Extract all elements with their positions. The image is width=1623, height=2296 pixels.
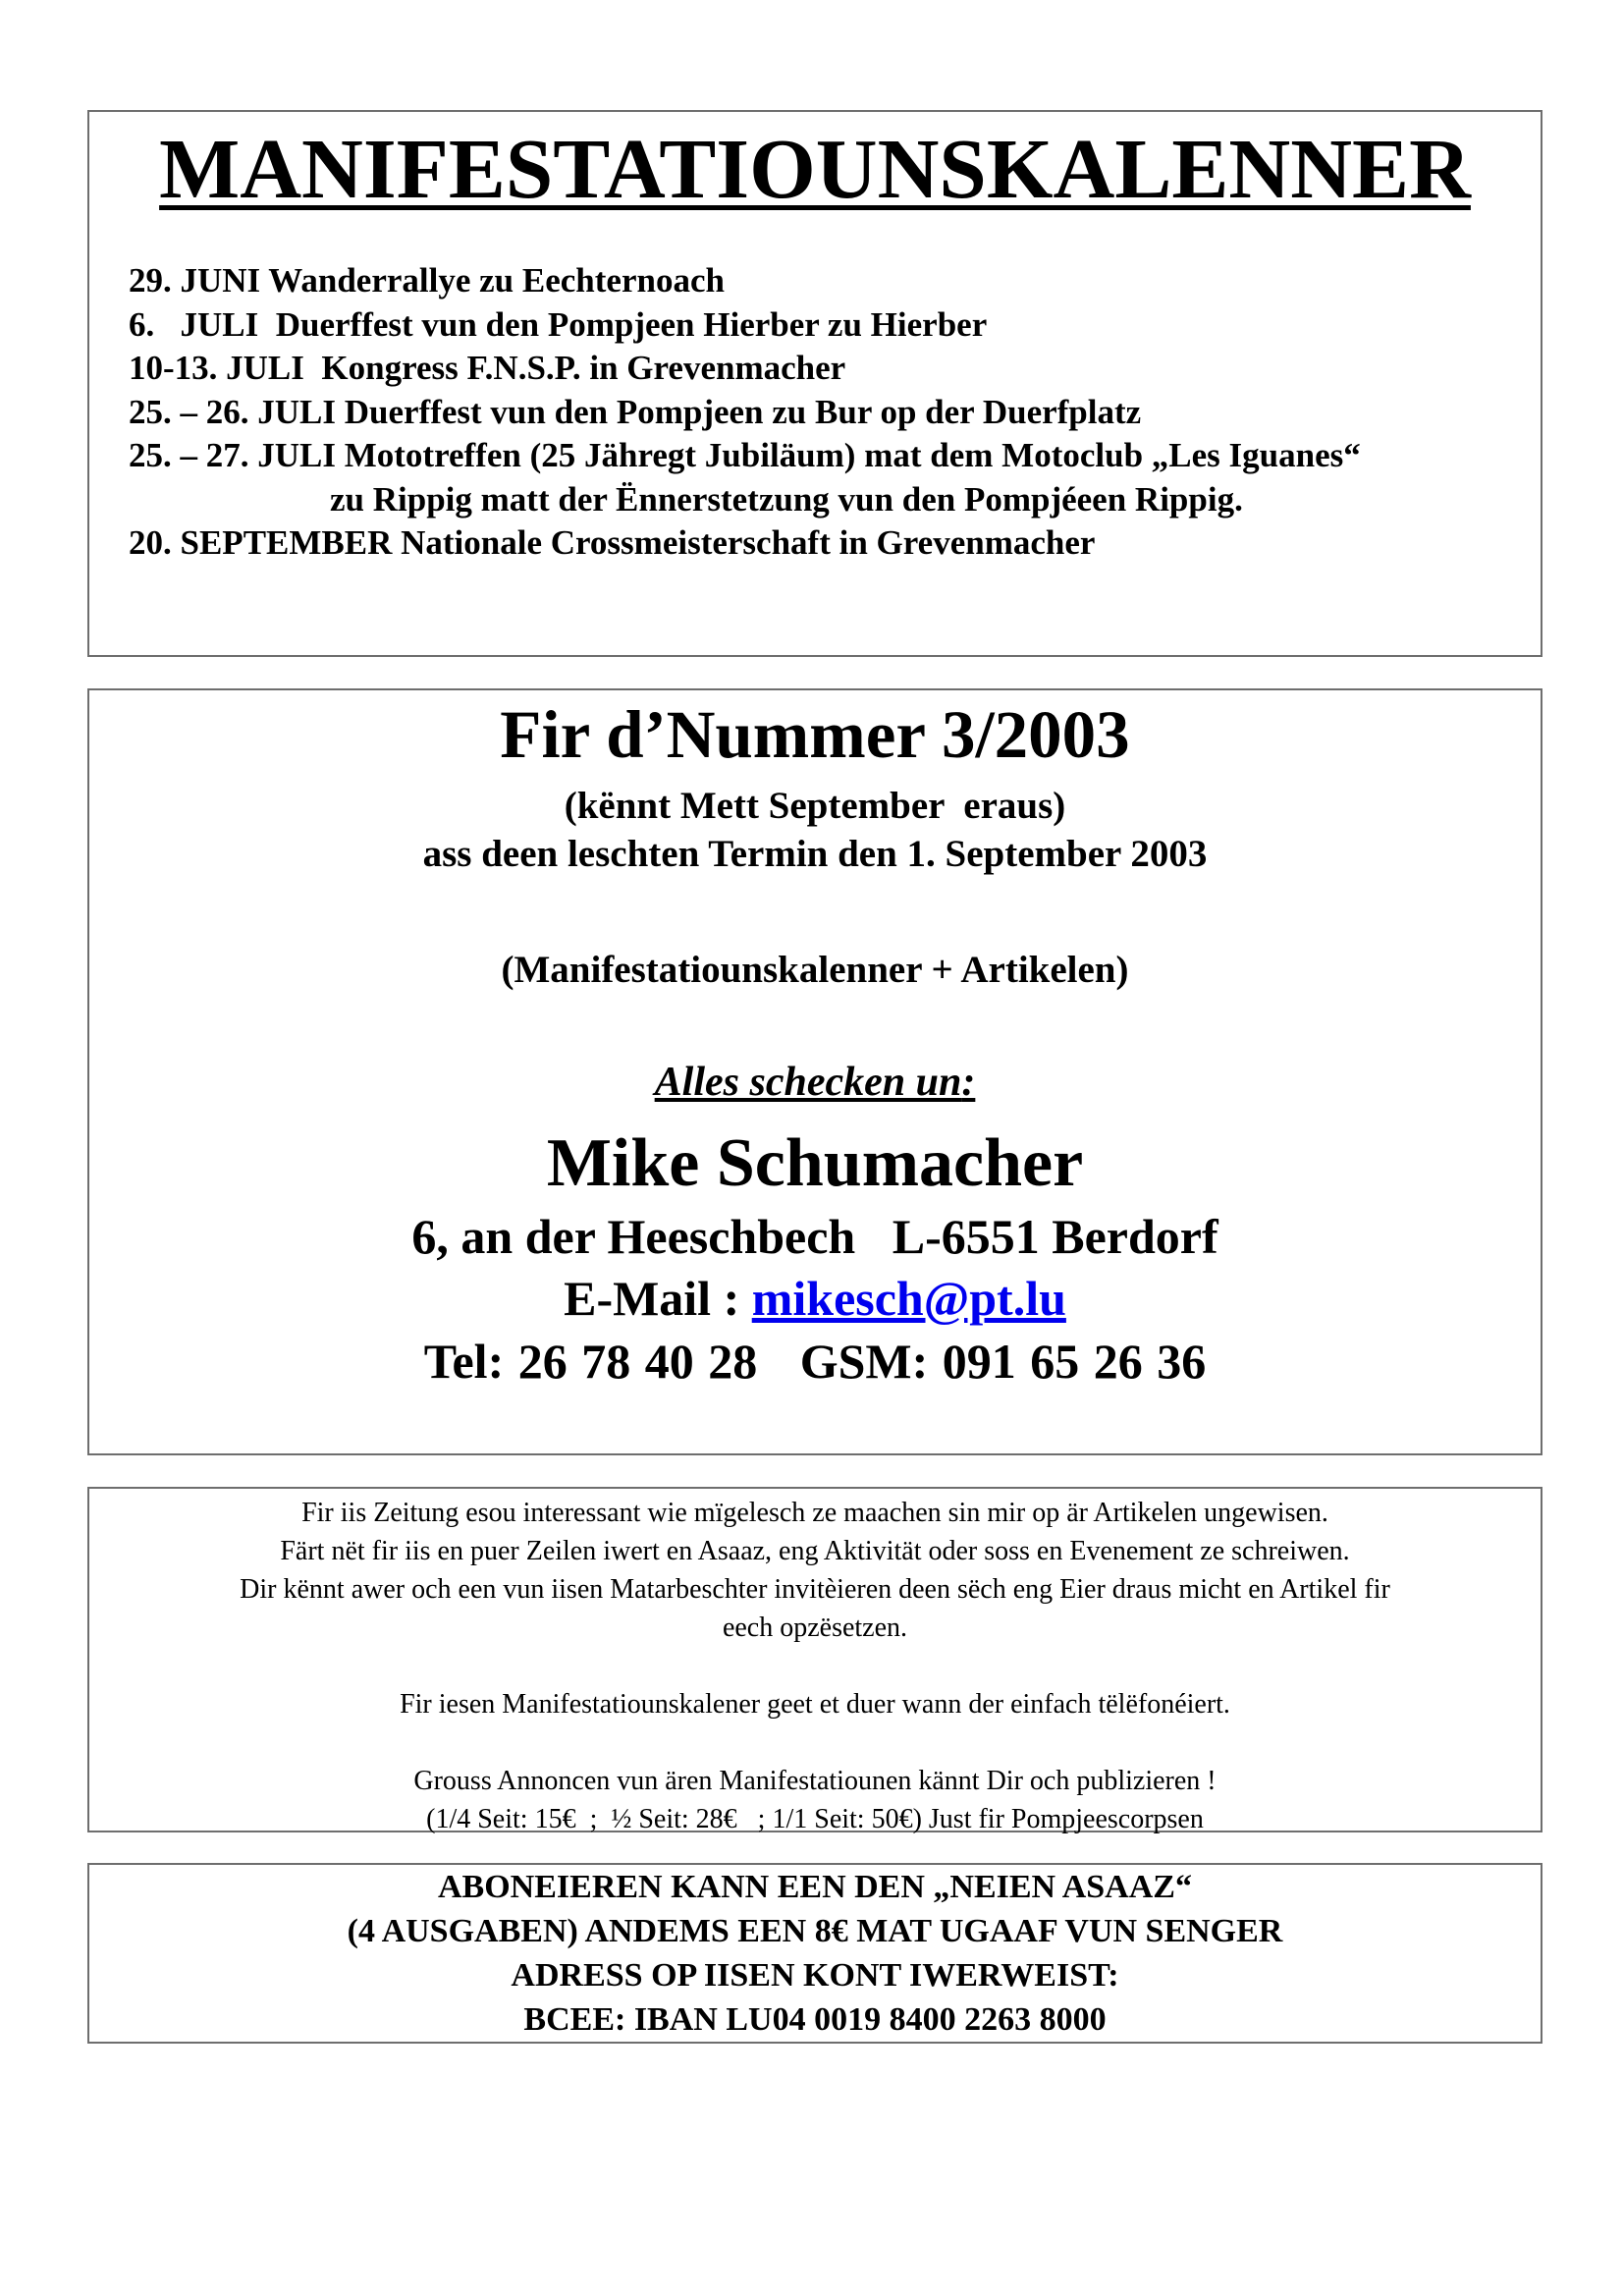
info-line: Fir iis Zeitung esou interessant wie mïgelesch ze maachen sin mir op är Artikelen ungewisen.	[301, 1498, 1328, 1528]
subscription-text	[89, 1865, 1541, 2042]
issue-deadline: ass deen leschten Termin den 1. September 2003	[422, 833, 1208, 875]
send-to-label	[89, 1058, 1541, 1107]
calendar-box	[87, 110, 1542, 657]
contact-name: Mike Schumacher	[546, 1125, 1084, 1201]
info-box	[87, 1487, 1542, 1832]
event-continuation: zu Rippig matt der Ënnerstetzung vun den Pompjéeen Rippig.	[330, 479, 1243, 519]
issue-content: (Manifestatiounskalenner + Artikelen)	[501, 949, 1129, 991]
event-item: 10-13. JULI Kongress F.N.S.P. in Grevenmacher	[129, 349, 846, 387]
info-text	[109, 1494, 1521, 1838]
send-to-text: Alles schecken un	[654, 1060, 962, 1105]
contact-email-line	[89, 1269, 1541, 1328]
subscription-box	[87, 1863, 1542, 2044]
info-line: (1/4 Seit: 15€ ; ½ Seit: 28€ ; 1/1 Seit: 50€) Just fir Pompjeescorpsen	[426, 1804, 1204, 1834]
spacer	[109, 1647, 1521, 1685]
email-label: E-Mail :	[564, 1271, 752, 1326]
calendar-title: MANIFESTATIOUNSKALENNER	[159, 121, 1471, 216]
event-item: 29. JUNI Wanderrallye zu Eechternoach	[129, 261, 725, 300]
issue-title: Fir d’Nummer 3/2003	[500, 697, 1130, 772]
event-item: 20. SEPTEMBER Nationale Crossmeisterschaft in Grevenmacher	[129, 523, 1096, 562]
subscription-line: ADRESS OP IISEN KONT IWERWEIST:	[511, 1957, 1119, 1994]
info-line: Färt nët fir iis en puer Zeilen iwert en Asaaz, eng Aktivität oder soss en Evenement ze schreiwen.	[280, 1536, 1350, 1566]
events-list	[129, 259, 1521, 566]
info-line: Grouss Annoncen vun ären Manifestatiounen kännt Dir och publizieren !	[413, 1766, 1217, 1796]
issue-box	[87, 688, 1542, 1455]
subscription-line: (4 AUSGABEN) ANDEMS EEN 8€ MAT UGAAF VUN SENGER	[347, 1913, 1283, 1949]
info-line: Dir kënnt awer och een vun iisen Matarbeschter invitèieren deen sëch eng Eier draus micht en Artikel fir	[240, 1574, 1390, 1605]
email-link[interactable]: mikesch@pt.lu	[751, 1271, 1066, 1326]
issue-subtitle: (kënnt Mett September eraus)	[564, 785, 1066, 827]
subscription-line: BCEE: IBAN LU04 0019 8400 2263 8000	[523, 2001, 1107, 2038]
send-to-colon: :	[961, 1060, 976, 1105]
info-line: eech opzësetzen.	[722, 1613, 908, 1643]
event-item	[129, 434, 1521, 521]
event-item: 6. JULI Duerffest vun den Pompjeen Hierber zu Hierber	[129, 304, 988, 344]
spacer	[109, 1723, 1521, 1762]
subscription-line: ABONEIEREN KANN EEN DEN „NEIEN ASAAZ“	[438, 1869, 1192, 1905]
event-text: 25. – 27. JULI Mototreffen (25 Jähregt Jubiläum) mat dem Motoclub „Les Iguanes“	[129, 436, 1361, 474]
event-item: 25. – 26. JULI Duerffest vun den Pompjeen zu Bur op der Duerfplatz	[129, 392, 1142, 431]
info-line: Fir iesen Manifestatiounskalener geet et duer wann der einfach tëlëfonéiert.	[400, 1689, 1230, 1720]
contact-phone: Tel: 26 78 40 28 GSM: 091 65 26 36	[423, 1334, 1207, 1389]
contact-address: 6, an der Heeschbech L-6551 Berdorf	[411, 1209, 1218, 1264]
